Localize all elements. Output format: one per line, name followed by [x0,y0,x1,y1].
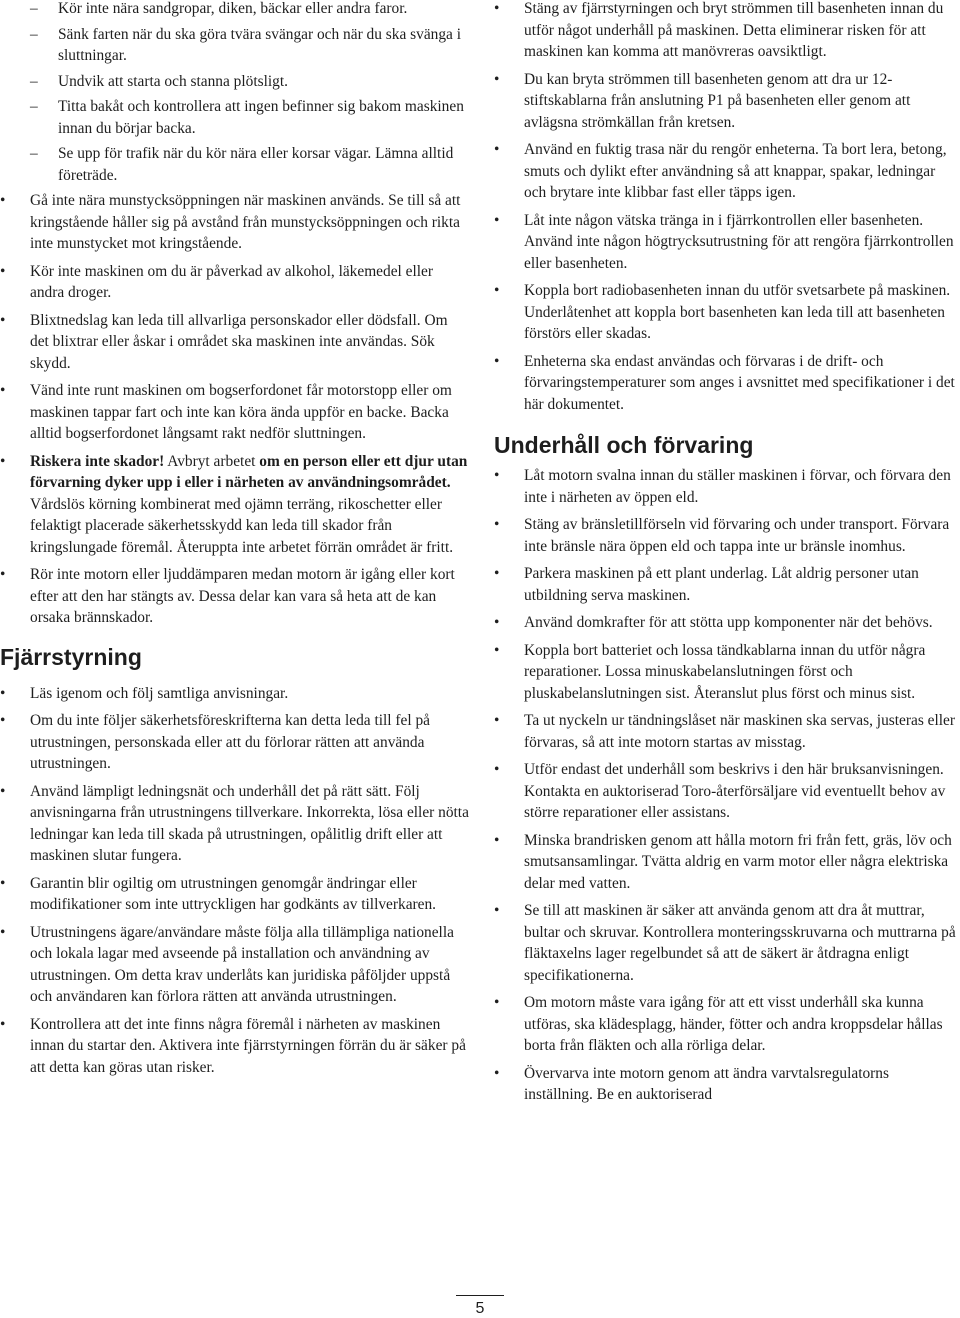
list-item: • Garantin blir ogiltig om utrustningen genomgår ändringar eller modifikationer som inte uttryckligen har godkänts av tillverkaren. [0,874,437,913]
list-item: – Titta bakåt och kontrollera att ingen befinner sig bakom maskinen innan du börjar backa. [30,98,464,137]
list-item: – Undvik att starta och stanna plötsligt. [30,72,288,90]
list-item: • Använd domkrafter för att stötta upp komponenter när det behövs. [494,614,933,631]
remote-list [0,683,470,1079]
left-column [0,0,470,1084]
list-item: • Använd lämpligt ledningsnät och underhåll det på rätt sätt. Följ anvisningarna från utrustningens tillverkare. Inkorrekta, lösa eller nötta ledningar kan leda till skada på utrustningen, opålitlig drift eller att maskinen slutar fungera. [0,782,469,864]
list-item: • Om du inte följer säkerhetsföreskrifterna kan detta leda till fel på utrustningen, personskada eller att du förlorar rätten att använda utrustningen. [0,712,430,772]
list-item: • Låt motorn svalna innan du ställer maskinen i förvar, och förvara den inte i närheten av öppen eld. [494,467,951,506]
maintenance-list [494,465,960,1106]
page-number: 5 [475,1300,485,1317]
remote-list-continued [494,0,960,415]
list-item: • Vänd inte runt maskinen om bogserfordonet får motorstopp eller om maskinen tappar fart och inte kan köra ända uppför en backe. Backa alltid bogserfordonet långsamt rakt nedför sluttningen. [0,382,452,442]
list-item: • Om motorn måste vara igång för att ett visst underhåll ska kunna utföras, ska klädesplagg, händer, fötter och andra kroppsdelar hållas borta från fläkten och alla rörliga delar. [494,994,943,1054]
list-item: • Kontrollera att det inte finns några föremål i närheten av maskinen innan du startar den. Aktivera inte fjärrstyrningen förrän du är säker på att detta kan göras utan risker. [0,1015,466,1076]
section-heading: Underhåll och förvaring [494,432,754,458]
list-item: • Parkera maskinen på ett plant underlag. Låt aldrig personer utan utbildning serva maskinen. [494,565,919,604]
list-item: • Minska brandrisken genom att hålla motorn fri från fett, gräs, löv och smutsansamlingar. Tvätta aldrig en varm motor eller några elektriska delar med vatten. [494,831,952,892]
list-item: – Se upp för trafik när du kör nära eller korsar vägar. Lämna alltid företräde. [30,145,454,184]
list-item: • Du kan bryta strömmen till basenheten genom att dra ur 12-stiftskablarna från anslutning P1 på basenheten eller genom att avlägsna strömkällan från kretsen. [494,70,911,131]
list-item: • Låt inte någon vätska tränga in i fjärrkontrollen eller basenheten. Använd inte någon högtrycksutrustning för att rengöra fjärrkontrollen eller basenheten. [494,211,954,272]
list-item: • Läs igenom och följ samtliga anvisningar. [0,684,289,702]
bullet-list [0,190,470,629]
list-item: • Kör inte maskinen om du är påverkad av alkohol, läkemedel eller andra droger. [0,262,434,301]
section-heading: Fjärrstyrning [0,643,142,670]
warning-item: • Riskera inte skador! Avbryt arbetet om en person eller ett djur utan förvarning dyker upp i eller i närheten av användningsområdet. Vårdslös körning kombinerat med ojämn terräng, rikoschetter eller felaktigt placerade säkerhetsskydd kan leda till skador från kringslungade föremål. Återuppta inte arbetet förrän området är fritt. [0,452,468,556]
list-item: • Gå inte nära munstycksöppningen när maskinen används. Se till så att kringstående håller sig på avstånd från munstycksöppningen och rikta inte munstycket mot kringstående. [0,192,461,252]
list-item: – Sänk farten när du ska göra tvära svängar och när du ska svänga i sluttningar. [30,25,462,64]
list-item: – Kör inte nära sandgropar, diken, bäckar eller andra faror. [30,0,408,17]
list-item: • Koppla bort batteriet och lossa tändkablarna innan du utför några reparationer. Lossa minuskabelanslutningen först och pluskabelanslutningen sist. Återanslut plus först och minus sist. [494,641,926,702]
list-item: • Blixtnedslag kan leda till allvarliga personskador eller dödsfall. Om det blixtrar eller åskar i området ska maskinen inte användas. Sök skydd. [0,311,448,372]
list-item: • Utrustningens ägare/användare måste följa alla tillämpliga nationella och lokala lagar med avseende på installation och användning av utrustningen. Om detta krav underlåts kan juridiska påföljder uppstå och användaren kan förlora rätten att använda utrustningen. [0,923,454,1005]
list-item: • Koppla bort radiobasenheten innan du utför svetsarbete på maskinen. Underlåtenhet att koppla bort basenheten kan leda till att basenheten förstörs eller skadas. [494,282,951,342]
page-number-rule [456,1295,504,1296]
list-item: • Ta ut nyckeln ur tändningslåset när maskinen ska servas, justeras eller förvaras, så att inte motorn startas av misstag. [494,712,956,751]
list-item: • Utför endast det underhåll som beskrivs i den här bruksanvisningen. Kontakta en auktoriserad Toro-återförsäljare vid eventuellt behov av större reparationer eller assistans. [494,761,946,821]
list-item: • Rör inte motorn eller ljuddämparen medan motorn är igång eller kort efter att den har stängts av. Dessa delar kan vara så heta att de kan orsaka brännskador. [0,566,455,626]
list-item: • Enheterna ska endast användas och förvaras i de drift- och förvaringstemperaturer som anges i avsnittet med specifikationer i det här dokumentet. [494,352,955,413]
list-item: • Se till att maskinen är säker att använda genom att dra åt muttrar, bultar och skruvar. Kontrollera monteringsskruvarna och muttrarna på fläktaxelns lager regelbundet så att de säkert är åtdragna enligt specifikationerna. [494,902,956,984]
list-item: • Använd en fuktig trasa när du rengör enheterna. Ta bort lera, betong, smuts och dylikt efter användning så att knappar, spakar, ledningar och brytare inte klibbar fast eller täpps igen. [494,141,947,201]
list-item: • Övervarva inte motorn genom att ändra varvtalsregulatorns inställning. Be en auktoriserad [494,1064,889,1103]
list-item: • Stäng av bränsletillförseln vid förvaring och under transport. Förvara inte bränsle nära öppen eld och tappa inte ur bränsle inomhus. [494,516,950,555]
list-item: • Stäng av fjärrstyrningen och bryt strömmen till basenheten innan du utför något underhåll på maskinen. Detta eliminerar risken för att maskinen kan komma att manövreras oavsiktligt. [494,0,944,60]
dash-list [0,0,470,186]
right-column [494,0,960,1112]
